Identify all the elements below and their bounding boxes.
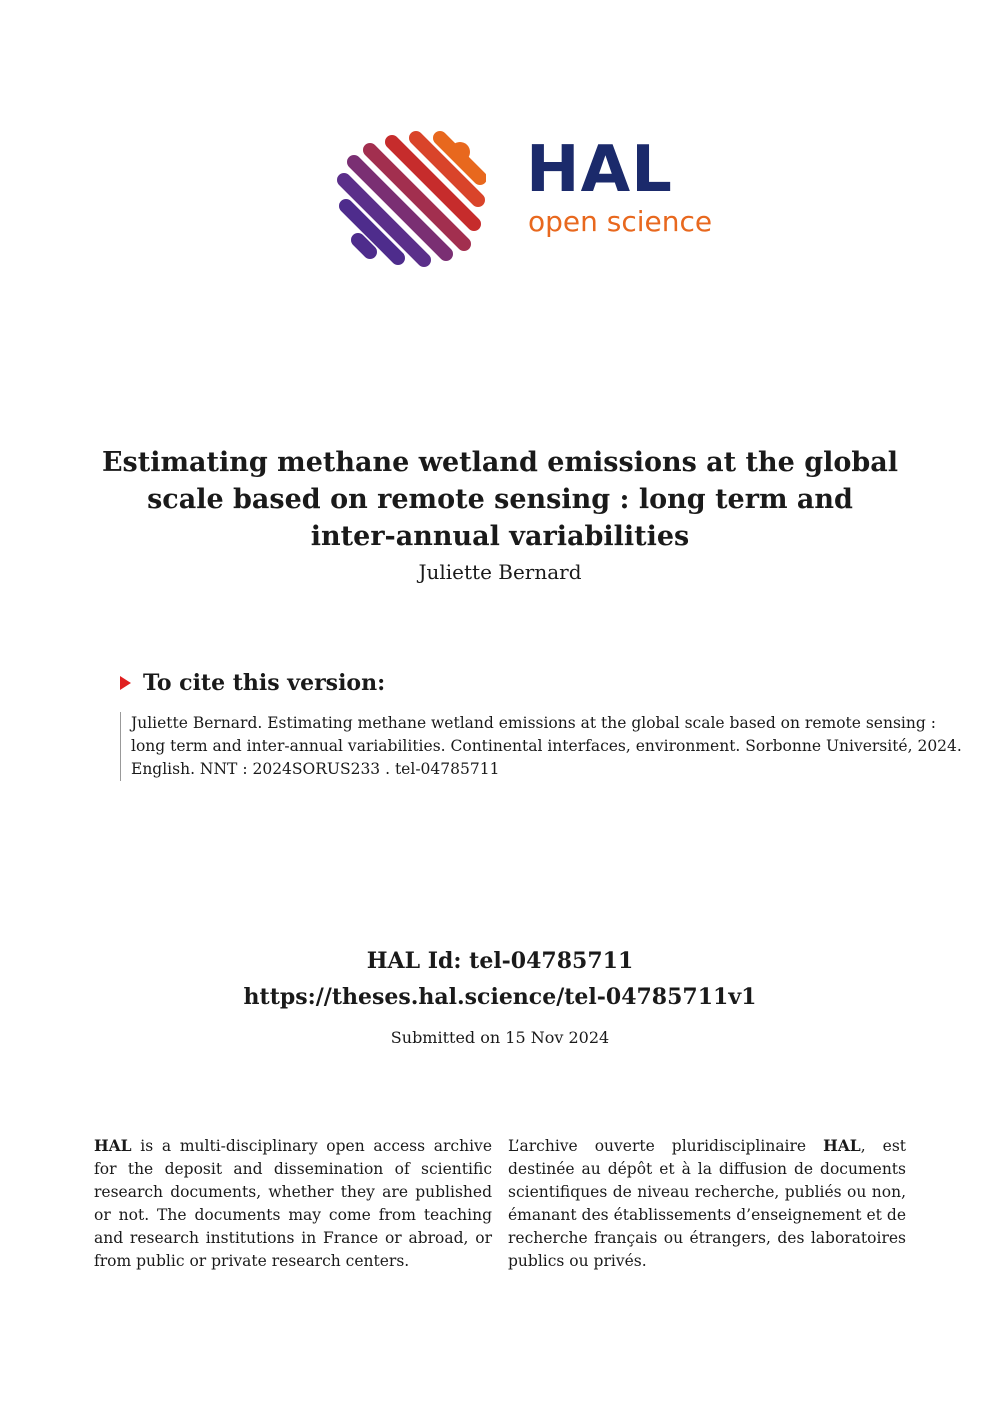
hal-logo-text: HAL <box>526 133 673 207</box>
hal-id: HAL Id: tel-04785711 <box>366 948 634 974</box>
french-notice-bold: HAL <box>823 1136 861 1155</box>
submission-date: Submitted on 15 Nov 2024 <box>390 1028 610 1047</box>
hal-logo-subtitle: open science <box>528 205 713 238</box>
cite-heading-label: To cite this version: <box>143 670 386 696</box>
french-notice-lead: L’archive ouverte pluridisciplinaire <box>508 1137 824 1155</box>
english-notice-lead: HAL <box>94 1136 132 1155</box>
hal-logo <box>336 122 736 272</box>
hal-url-link[interactable]: https://theses.hal.science/tel-04785711v1 <box>243 984 757 1010</box>
french-notice <box>508 1134 906 1273</box>
cite-heading <box>120 670 385 696</box>
english-notice <box>94 1134 492 1273</box>
english-notice-text: is a multi-disciplinary open access archive for the deposit and dissemination of scientific research documents, whether they are published or not. The documents may come from teaching and research institutions in France or abroad, or from public or private research centers. <box>94 1137 492 1270</box>
citation-text: Juliette Bernard. Estimating methane wetland emissions at the global scale based on remote sensing : long term and inter-annual variabilities. Continental interfaces, environment. Sorbonne Université, 2024. English. NNT : 2024SORUS233 . tel-04785711 <box>120 712 971 781</box>
hal-logo-mark-icon <box>336 122 486 272</box>
triangle-right-icon <box>120 676 131 690</box>
french-notice-text: , est destinée au dépôt et à la diffusion de documents scientifiques de niveau recherche, publiés ou non, émanant des établissements d’enseignement et de recherche français ou étrangers, des laboratoires publics ou privés. <box>508 1137 907 1270</box>
document-title: Estimating methane wetland emissions at the global scale based on remote sensing : long term and inter-annual variabilities <box>101 447 899 552</box>
document-author: Juliette Bernard <box>418 560 582 584</box>
